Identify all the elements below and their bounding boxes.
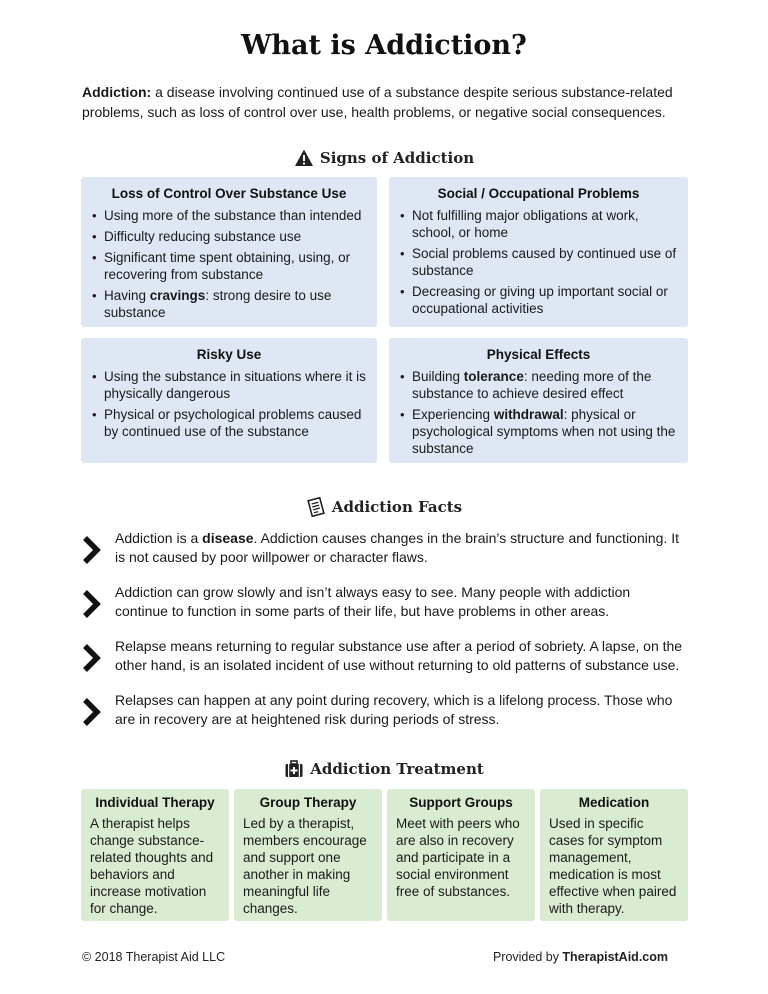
- list-item: [82, 637, 687, 677]
- treatment-text: Used in specific cases for symptom management, medication is most effective when paired with therapy.: [549, 816, 677, 916]
- signs-heading-label: Signs of Addiction: [319, 149, 475, 167]
- treatment-heading-label: Addiction Treatment: [310, 760, 484, 778]
- sign-box-title: Physical Effects: [486, 347, 591, 362]
- signs-heading: [0, 148, 768, 168]
- treatment-box-group-therapy: [234, 789, 382, 921]
- fact-text: Relapse means returning to regular substance use after a period of sobriety. A lapse, on the other hand, is an isolated incident of use without returning to old patterns of substance use.: [115, 638, 683, 673]
- treatment-title: Medication: [578, 795, 650, 810]
- treatment-box-individual-therapy: [81, 789, 229, 921]
- treatment-row: [81, 789, 688, 921]
- list-item: • Social problems caused by continued use of substance: [399, 245, 678, 279]
- treatment-box-medication: [540, 789, 688, 921]
- addiction-definition: [82, 82, 692, 122]
- footer-copyright: © 2018 Therapist Aid LLC: [82, 950, 226, 964]
- treatment-heading: [0, 759, 768, 779]
- sign-box-title: Risky Use: [196, 347, 262, 362]
- footer-brand: TherapistAid.com: [562, 950, 668, 964]
- facts-heading: [0, 497, 768, 517]
- fact-text: Relapses can happen at any point during recovery, which is a lifelong process. Those who are in recovery are at heightened risk during periods of stress.: [115, 692, 673, 727]
- treatment-text: Led by a therapist, members encourage and support one another in making meaningful life changes.: [243, 816, 367, 916]
- list-item: • Building tolerance: needing more of the substance to achieve desired effect: [399, 368, 678, 402]
- facts-heading-label: Addiction Facts: [331, 498, 463, 516]
- fact-text: Addiction is a disease. Addiction causes changes in the brain’s structure and functioning. It is not caused by poor willpower or character flaws.: [115, 530, 679, 565]
- treatment-text: Meet with peers who are also in recovery and participate in a social environment free of substances.: [396, 816, 520, 899]
- list-item: • Using the substance in situations where it is physically dangerous: [91, 368, 367, 402]
- sign-box-social-occupational: [389, 177, 688, 327]
- sign-box-title: Social / Occupational Problems: [437, 186, 640, 201]
- list-item: • Significant time spent obtaining, using, or recovering from substance: [91, 249, 367, 283]
- definition-term: Addiction:: [82, 84, 152, 100]
- list-item: • Experiencing withdrawal: physical or psychological symptoms when not using the substance: [399, 406, 678, 457]
- sign-box-title: Loss of Control Over Substance Use: [111, 186, 347, 201]
- document-icon: [306, 497, 326, 517]
- chevron-right-icon: [82, 644, 104, 672]
- list-item: • Not fulfilling major obligations at work, school, or home: [399, 207, 678, 241]
- list-item: • Difficulty reducing substance use: [91, 228, 367, 245]
- chevron-right-icon: [82, 536, 104, 564]
- list-item: [82, 583, 687, 623]
- treatment-box-support-groups: [387, 789, 535, 921]
- treatment-title: Support Groups: [409, 795, 513, 810]
- list-item: • Decreasing or giving up important social or occupational activities: [399, 283, 678, 317]
- treatment-title: Individual Therapy: [95, 795, 215, 810]
- list-item: • Using more of the substance than intended: [91, 207, 367, 224]
- chevron-right-icon: [82, 698, 104, 726]
- sign-box-risky-use: [81, 338, 377, 463]
- treatment-text: A therapist helps change substance-related thoughts and behaviors and increase motivation for change.: [90, 816, 214, 916]
- fact-text: Addiction can grow slowly and isn’t always easy to see. Many people with addiction continue to function in some parts of their life, but have problems in other areas.: [115, 584, 631, 619]
- list-item: [82, 691, 687, 731]
- list-item: • Physical or psychological problems caused by continued use of the substance: [91, 406, 367, 440]
- sign-box-physical-effects: [389, 338, 688, 463]
- footer-provided-by: Provided by TherapistAid.com: [492, 950, 668, 964]
- treatment-title: Group Therapy: [259, 795, 357, 810]
- chevron-right-icon: [82, 590, 104, 618]
- page-title: What is Addiction?: [241, 30, 527, 61]
- definition-text: a disease involving continued use of a substance despite serious substance-related problems, such as loss of control over use, health problems, or negative social consequences.: [82, 84, 673, 120]
- medical-kit-icon: [284, 759, 304, 779]
- list-item: [82, 529, 687, 569]
- warning-triangle-icon: [294, 148, 314, 168]
- list-item: • Having cravings: strong desire to use substance: [91, 287, 367, 321]
- sign-box-loss-of-control: [81, 177, 377, 327]
